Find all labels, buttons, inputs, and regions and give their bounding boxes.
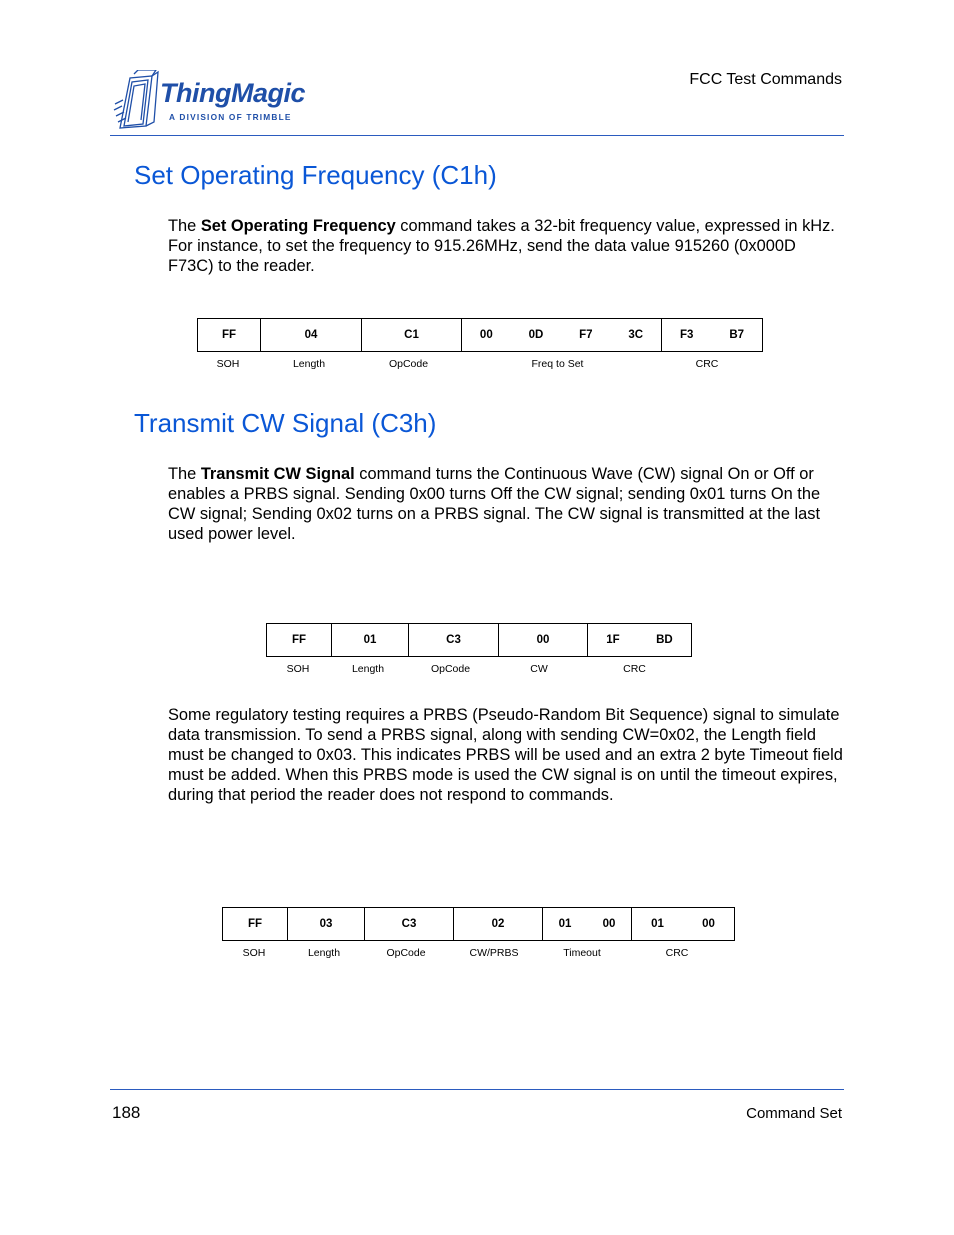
field-label: Length <box>307 947 341 959</box>
field-label: Length <box>351 663 385 675</box>
packet-cell-crc <box>632 908 735 941</box>
field-label: Freq to Set <box>531 358 584 370</box>
field-label: SOH <box>216 358 240 370</box>
byte-value: F7 <box>579 329 593 341</box>
packet-field-labels <box>197 358 757 370</box>
packet-cell-crc <box>588 624 692 657</box>
prbs-packet-diagram <box>222 907 732 959</box>
byte-value: 01 <box>558 918 572 930</box>
field-label: OpCode <box>430 663 471 675</box>
byte-value: 00 <box>479 329 493 341</box>
field-label: Timeout <box>563 947 601 959</box>
field-label: OpCode <box>386 947 426 959</box>
byte-value: 00 <box>702 918 715 930</box>
packet-cell-soh <box>223 908 288 941</box>
field-label: CW <box>530 663 548 675</box>
packet-table <box>266 623 692 657</box>
packet-cell-timeout <box>543 908 632 941</box>
set-frequency-packet-diagram <box>197 318 757 370</box>
packet-bytes-row <box>267 624 692 657</box>
byte-value: C3 <box>401 918 417 930</box>
packet-cell-length <box>261 319 362 352</box>
byte-value: C3 <box>446 634 461 646</box>
field-label: SOH <box>242 947 266 959</box>
section-heading-transmit-cw-signal: Transmit CW Signal (C3h) <box>134 408 437 438</box>
byte-value: 0D <box>528 329 544 341</box>
field-label: CW/PRBS <box>469 947 519 959</box>
byte-value: FF <box>247 918 263 930</box>
byte-value: F3 <box>679 329 694 341</box>
transmit-cw-paragraph: The Transmit CW Signal command turns the Continuous Wave (CW) signal On or Off or enables a PRBS signal. Sending 0x00 turns Off the CW signal; sending 0x01 turns On the CW signal; Sending 0x02 turns on a PRBS signal. The CW signal is transmitted at the last used power level. <box>168 465 821 543</box>
field-label: Length <box>292 358 326 370</box>
packet-cell-cw <box>499 624 588 657</box>
byte-value: FF <box>221 329 237 341</box>
footer-chapter: Command Set <box>746 1105 842 1122</box>
byte-value: 01 <box>651 918 664 930</box>
packet-cell-opcode <box>362 319 462 352</box>
packet-cell-opcode <box>365 908 454 941</box>
byte-value: 3C <box>628 329 644 341</box>
field-label: CRC <box>665 947 689 959</box>
packet-cell-length <box>332 624 409 657</box>
packet-table <box>222 907 735 941</box>
packet-cell-cw-prbs <box>454 908 543 941</box>
transmit-cw-packet-diagram <box>266 623 688 675</box>
byte-value: 01 <box>363 634 377 646</box>
logo-tagline: A DIVISION OF TRIMBLE <box>169 112 292 122</box>
byte-value: C1 <box>404 329 419 341</box>
field-label: OpCode <box>388 358 429 370</box>
packet-table <box>197 318 763 352</box>
byte-value: 00 <box>602 918 616 930</box>
thingmagic-logo <box>112 70 312 132</box>
byte-value: FF <box>291 634 307 646</box>
packet-cell-soh <box>198 319 261 352</box>
byte-value: BD <box>656 634 673 646</box>
byte-value: 03 <box>319 918 333 930</box>
packet-cell-freq <box>462 319 662 352</box>
byte-value: B7 <box>729 329 745 341</box>
field-label: CRC <box>695 358 719 370</box>
packet-cell-length <box>288 908 365 941</box>
packet-field-labels <box>222 947 732 959</box>
header-divider <box>110 135 844 136</box>
packet-cell-soh <box>267 624 332 657</box>
byte-value: 02 <box>491 918 505 930</box>
section-heading-set-operating-frequency: Set Operating Frequency (C1h) <box>134 160 497 190</box>
packet-field-labels <box>266 663 688 675</box>
field-label: CRC <box>623 663 646 675</box>
packet-cell-opcode <box>409 624 499 657</box>
set-frequency-paragraph: The Set Operating Frequency command takes a 32-bit frequency value, expressed in kHz. For instance, to set the frequency to 915.26MHz, send the data value 915260 (0x000D F73C) to the reader. <box>168 217 835 275</box>
byte-value: 1F <box>606 634 620 646</box>
prbs-paragraph: Some regulatory testing requires a PRBS (Pseudo-Random Bit Sequence) signal to simulate data transmission. To send a PRBS signal, along with sending CW=0x02, the Length field must be changed to 0x03. This indicates PRBS will be used and an extra 2 byte Timeout field must be added. When this PRBS mode is used the CW signal is on until the timeout expires, during that period the reader does not respond to commands. <box>168 706 843 804</box>
packet-bytes-row <box>223 908 735 941</box>
byte-value: 04 <box>304 329 318 341</box>
header-section-title: FCC Test Commands <box>689 71 842 88</box>
field-label: SOH <box>286 663 310 675</box>
page-number: 188 <box>112 1103 141 1122</box>
packet-bytes-row <box>198 319 763 352</box>
packet-cell-crc <box>662 319 763 352</box>
logo-wordmark: ThingMagic <box>160 78 305 108</box>
byte-value: 00 <box>536 634 550 646</box>
footer-divider <box>110 1089 844 1090</box>
